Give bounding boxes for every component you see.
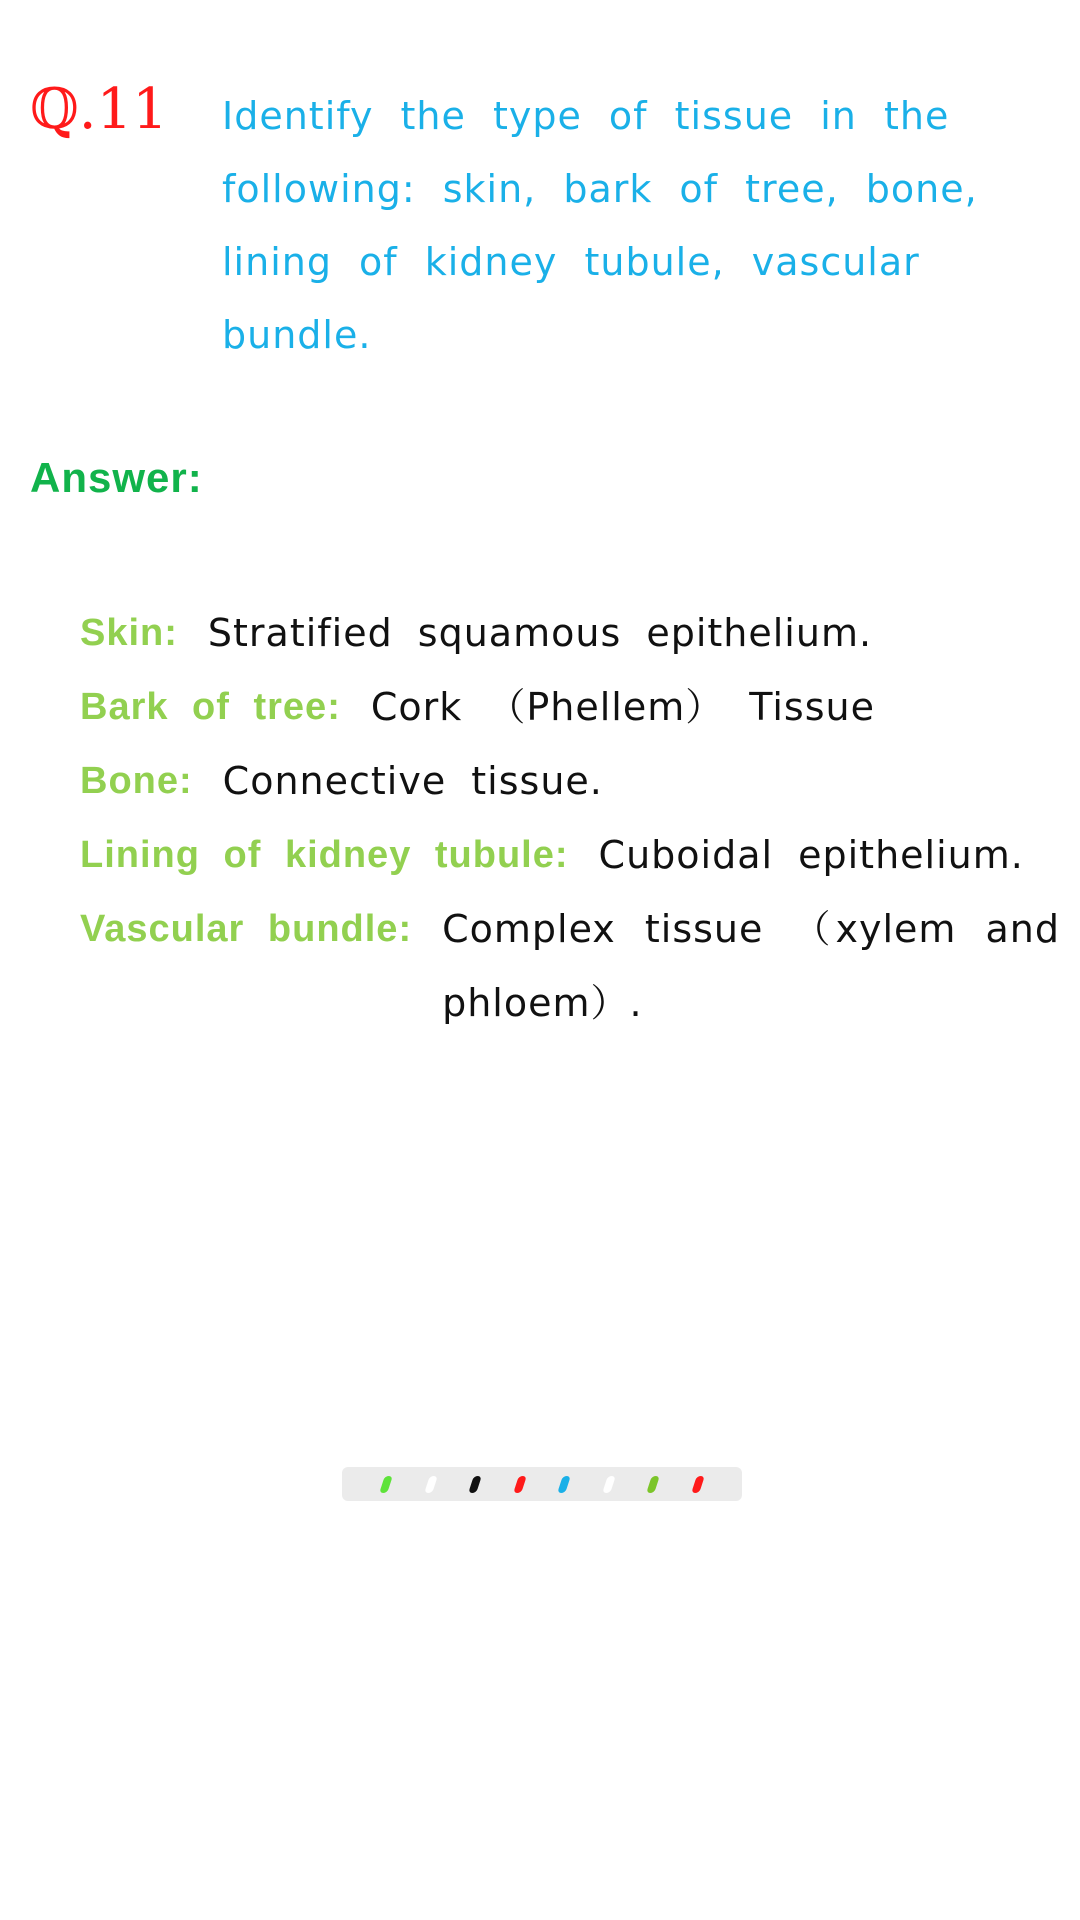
answer-definition: Cork （Phellem） Tissue (370, 685, 875, 729)
answer-item-lining-of-kidney-tubule (80, 818, 1060, 892)
answer-definition: Cuboidal epithelium. (598, 833, 1024, 877)
answer-list (80, 596, 1060, 1040)
answer-term: Vascular bundle: (80, 908, 413, 950)
answer-term: Bark of tree: (80, 686, 341, 728)
question-number: ℚ.11 (30, 77, 168, 142)
question-text: Identify the type of tissue in the following: skin, bark of tree, bone, lining of kidney tubule, vascular bundle. (222, 94, 978, 357)
answer-item-vascular-bundle (80, 892, 1060, 1040)
answer-heading: Answer: (30, 454, 203, 501)
answer-item-skin (80, 596, 1060, 670)
answer-item-bark-of-tree (80, 670, 1060, 744)
answer-definition: Connective tissue. (222, 759, 603, 803)
answer-term: Skin: (80, 612, 178, 654)
page-dot[interactable] (602, 1476, 616, 1493)
page-dot[interactable] (557, 1476, 571, 1493)
answer-item-bone (80, 744, 1060, 818)
answer-term: Bone: (80, 760, 193, 802)
page-indicator (342, 1467, 742, 1501)
answer-definition: Complex tissue （xylem and phloem）. (442, 907, 1060, 1025)
page-dot[interactable] (379, 1476, 393, 1493)
answer-definition: Stratified squamous epithelium. (207, 611, 873, 655)
answer-term: Lining of kidney tubule: (80, 834, 569, 876)
page-dot[interactable] (424, 1476, 438, 1493)
page-dot[interactable] (468, 1476, 482, 1493)
page-dot[interactable] (691, 1476, 705, 1493)
page-dot[interactable] (513, 1476, 527, 1493)
page-dot[interactable] (646, 1476, 660, 1493)
